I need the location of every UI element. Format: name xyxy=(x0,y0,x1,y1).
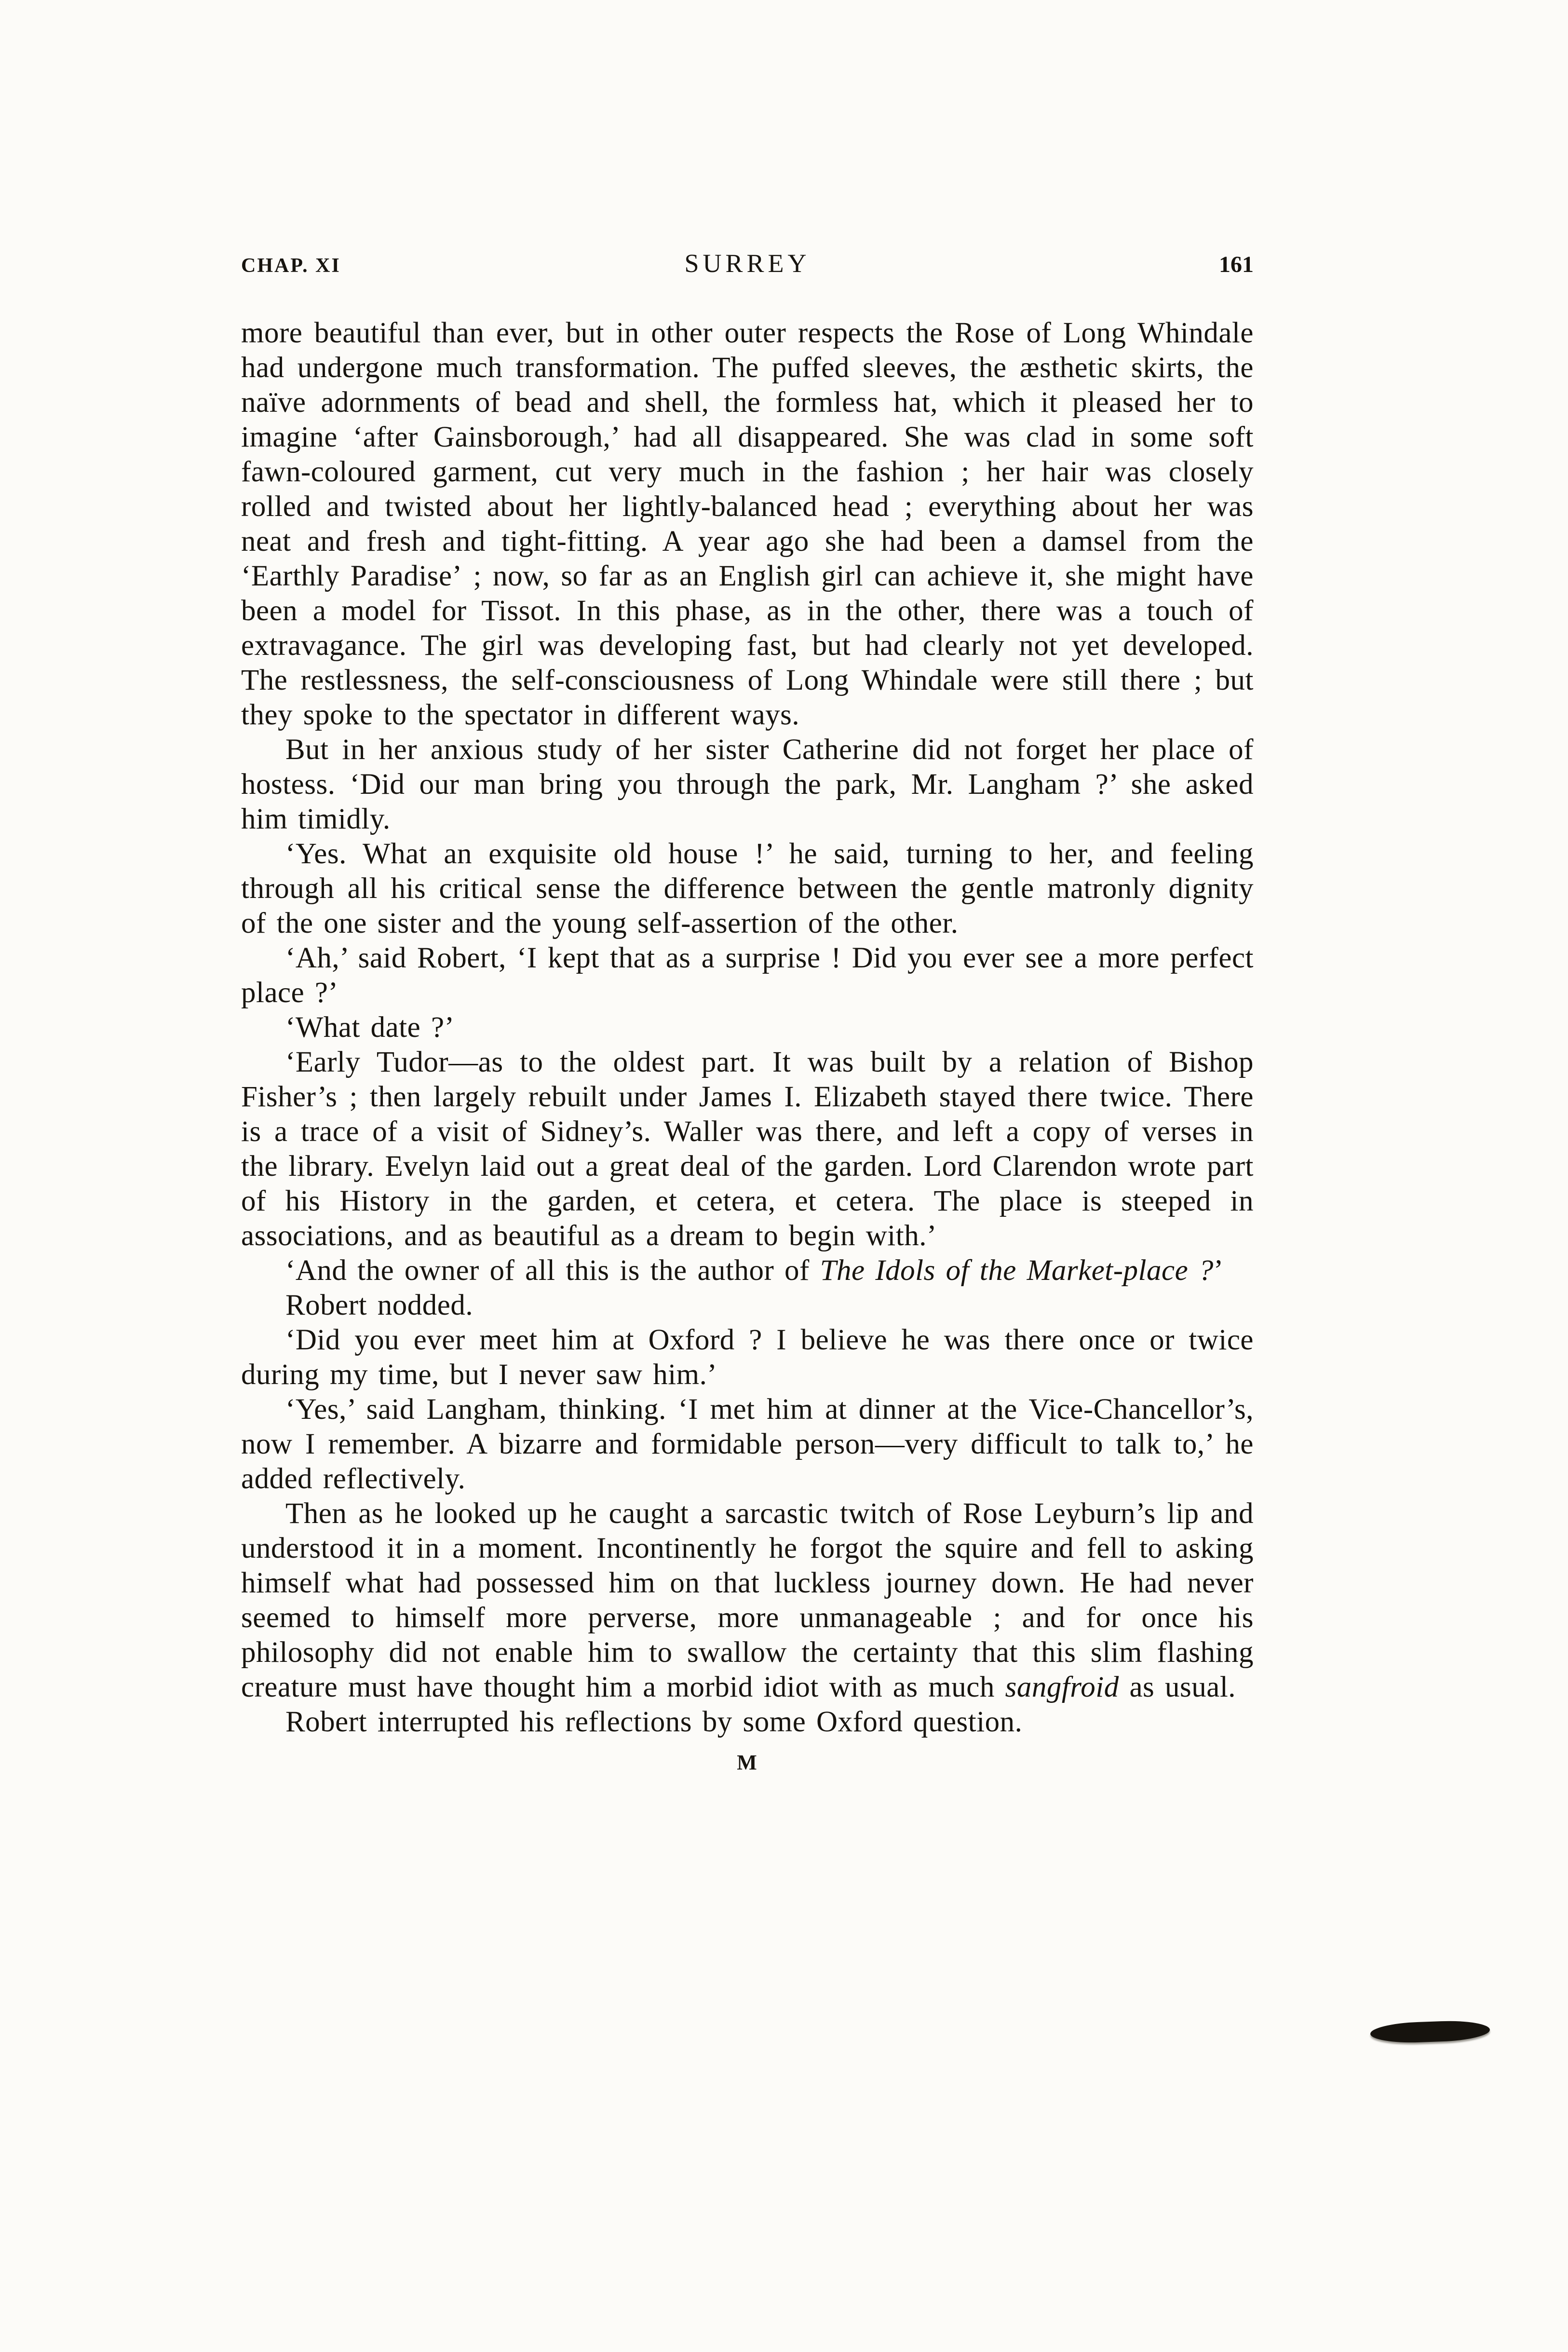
paragraph xyxy=(241,316,1254,733)
text-run: ‘And the owner of all this is the author of xyxy=(285,1254,820,1287)
text-run: ‘Ah,’ said Robert, ‘I kept that as a surprise ! Did you ever see a more perfect place ?’ xyxy=(241,942,1254,1009)
paragraph xyxy=(241,941,1254,1010)
paragraph xyxy=(241,1253,1254,1288)
running-title: SURREY xyxy=(684,249,811,278)
text-run: But in her anxious study of her sister Catherine did not forget her place of hostess. ‘Did our man bring you through the park, Mr. Langham ?’ she asked him timidly. xyxy=(241,734,1254,835)
text-run: ‘What date ?’ xyxy=(285,1011,455,1044)
text-run: ‘Early Tudor—as to the oldest part. It was built by a relation of Bishop Fisher’s ; then largely rebuilt under James I. Elizabeth stayed there twice. There is a trace of a visit of Sidney’s. Waller was there, and left a copy of verses in the library. Evelyn laid out a great deal of the garden. Lord Clarendon wrote part of his History in the garden, et cetera, et cetera. The place is steeped in associations, and as beautiful as a dream to begin with.’ xyxy=(241,1046,1254,1252)
chapter-label: CHAP. XI xyxy=(241,255,341,277)
text-run: ‘Did you ever meet him at Oxford ? I believe he was there once or twice during my time, but I never saw him.’ xyxy=(241,1324,1254,1391)
signature-mark: M xyxy=(737,1751,758,1774)
text-run: Robert nodded. xyxy=(285,1289,473,1321)
text-run: as usual. xyxy=(1119,1671,1236,1703)
paragraph xyxy=(241,1288,1254,1323)
paragraph xyxy=(241,733,1254,837)
text-run: Then as he looked up he caught a sarcastic twitch of Rose Leyburn’s lip and understood it in a moment. Incontinently he forgot the squire and fell to asking himself what had possessed him on that luckless journey down. He had never seemed to himself more perverse, more unmanageable ; and for once his philosophy did not enable him to swallow the certainty that this slim flashing creature must have thought him a morbid idiot with as much xyxy=(241,1497,1254,1703)
text-run: ‘Yes. What an exquisite old house !’ he said, turning to her, and feeling through all his critical sense the difference between the gentle matronly dignity of the one sister and the young self-assertion of the other. xyxy=(241,838,1254,939)
text-run: ‘Yes,’ said Langham, thinking. ‘I met him at dinner at the Vice-Chancellor’s, now I remember. A bizarre and formidable person—very difficult to talk to,’ he added reflectively. xyxy=(241,1393,1254,1495)
italic-phrase: The Idols of the Market-place ? xyxy=(820,1254,1214,1287)
paragraph xyxy=(241,1392,1254,1496)
text-run: Robert interrupted his reflections by some Oxford question. xyxy=(285,1706,1023,1738)
text-run: more beautiful than ever, but in other outer respects the Rose of Long Whindale had undergone much transformation. The puffed sleeves, the æsthetic skirts, the naïve adornments of bead and shell, the formless hat, which it pleased her to imagine ‘after Gainsborough,’ had all disappeared. She was clad in some soft fawn-coloured garment, cut very much in the fashion ; her hair was closely rolled and twisted about her lightly-balanced head ; everything about her was neat and fresh and tight-fitting. A year ago she had been a damsel from the ‘Earthly Paradise’ ; now, so far as an English girl can achieve it, she might have been a model for Tissot. In this phase, as in the other, there was a touch of extravagance. The girl was developing fast, but had clearly not yet developed. The restlessness, the self-consciousness of Long Whindale were still there ; but they spoke to the spectator in different ways. xyxy=(241,317,1254,731)
running-head xyxy=(241,248,1254,278)
paragraph xyxy=(241,837,1254,941)
text-run: ’ xyxy=(1213,1254,1224,1287)
paragraph xyxy=(241,1010,1254,1045)
ink-smudge-artifact xyxy=(1370,2020,1490,2044)
text-block xyxy=(241,316,1254,1740)
text-area xyxy=(241,248,1254,1775)
paragraph xyxy=(241,1705,1254,1740)
paragraph xyxy=(241,1323,1254,1392)
paragraph xyxy=(241,1045,1254,1253)
italic-phrase: sangfroid xyxy=(1005,1671,1119,1703)
page-number: 161 xyxy=(1219,252,1254,277)
paragraph xyxy=(241,1496,1254,1705)
